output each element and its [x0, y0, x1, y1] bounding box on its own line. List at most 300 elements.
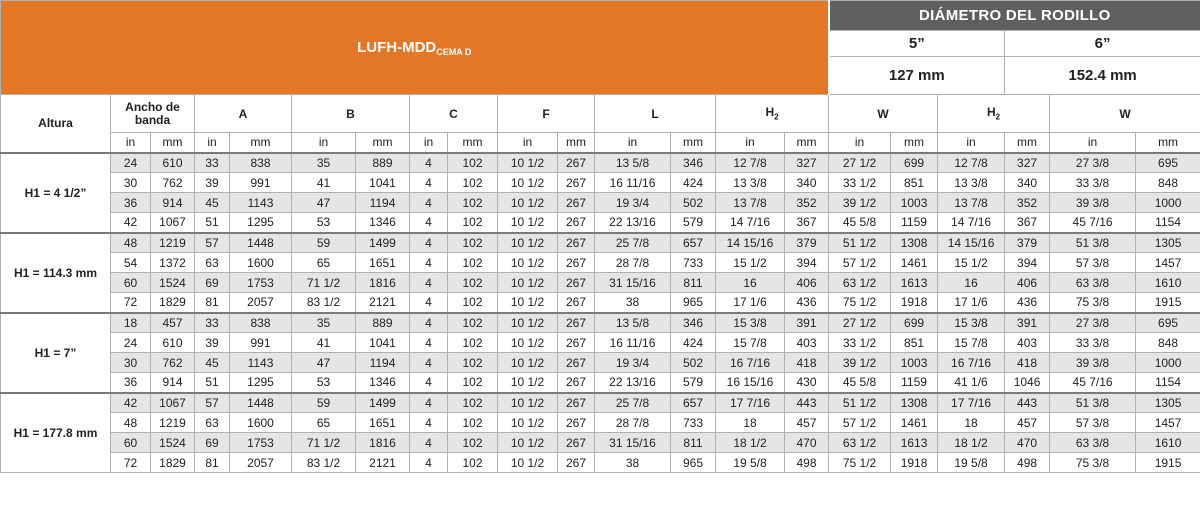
table-cell: 57 — [195, 233, 230, 253]
table-cell: 48 — [111, 233, 151, 253]
table-cell: 1067 — [151, 213, 195, 233]
table-cell: 851 — [891, 333, 938, 353]
table-cell: 1651 — [356, 413, 410, 433]
table-cell: 340 — [785, 173, 829, 193]
table-cell: 1461 — [891, 413, 938, 433]
col-w-6in: W — [1050, 95, 1200, 133]
table-row — [1, 333, 1200, 353]
table-cell: 1651 — [356, 253, 410, 273]
table-row — [1, 193, 1200, 213]
unit-in: in — [111, 133, 151, 153]
table-cell: 889 — [356, 153, 410, 173]
table-cell: 379 — [1005, 233, 1050, 253]
table-cell: 59 — [292, 233, 356, 253]
table-cell: 1308 — [891, 233, 938, 253]
table-cell: 69 — [195, 433, 230, 453]
table-cell: 18 1/2 — [938, 433, 1005, 453]
table-cell: 327 — [785, 153, 829, 173]
table-cell: 102 — [448, 173, 498, 193]
table-cell: 57 3/8 — [1050, 253, 1136, 273]
table-cell: 10 1/2 — [498, 233, 558, 253]
table-cell: 51 1/2 — [829, 233, 891, 253]
table-cell: 15 1/2 — [716, 253, 785, 273]
table-cell: 4 — [410, 413, 448, 433]
table-cell: 1753 — [230, 273, 292, 293]
table-cell: 102 — [448, 333, 498, 353]
table-cell: 1003 — [891, 193, 938, 213]
table-cell: 657 — [671, 393, 716, 413]
table-cell: 1346 — [356, 373, 410, 393]
unit-in: in — [829, 133, 891, 153]
table-cell: 14 15/16 — [716, 233, 785, 253]
table-cell: 45 — [195, 193, 230, 213]
table-cell: 4 — [410, 393, 448, 413]
table-cell: 102 — [448, 233, 498, 253]
table-cell: 41 — [292, 333, 356, 353]
table-cell: 1154 — [1136, 373, 1200, 393]
table-row — [1, 433, 1200, 453]
table-cell: 457 — [151, 313, 195, 333]
table-cell: 1524 — [151, 433, 195, 453]
table-cell: 63 1/2 — [829, 273, 891, 293]
table-cell: 39 — [195, 173, 230, 193]
table-cell: 430 — [785, 373, 829, 393]
table-cell: 470 — [785, 433, 829, 453]
table-cell: 41 1/6 — [938, 373, 1005, 393]
table-cell: 59 — [292, 393, 356, 413]
table-cell: 1753 — [230, 433, 292, 453]
table-cell: 457 — [785, 413, 829, 433]
table-cell: 367 — [1005, 213, 1050, 233]
table-cell: 403 — [1005, 333, 1050, 353]
height-group-label: H1 = 177.8 mm — [1, 393, 111, 473]
table-cell: 75 3/8 — [1050, 453, 1136, 473]
table-cell: 10 1/2 — [498, 253, 558, 273]
table-cell: 1915 — [1136, 293, 1200, 313]
unit-mm: mm — [785, 133, 829, 153]
table-cell: 610 — [151, 153, 195, 173]
table-cell: 15 7/8 — [938, 333, 1005, 353]
table-cell: 42 — [111, 393, 151, 413]
table-cell: 19 3/4 — [595, 353, 671, 373]
unit-in: in — [938, 133, 1005, 153]
table-cell: 848 — [1136, 173, 1200, 193]
unit-mm: mm — [151, 133, 195, 153]
table-title: LUFH-$MDD_{CEMA D}$ — [1, 1, 829, 95]
table-cell: 54 — [111, 253, 151, 273]
table-cell: 4 — [410, 313, 448, 333]
table-cell: 25 7/8 — [595, 393, 671, 413]
table-cell: 1346 — [356, 213, 410, 233]
table-cell: 367 — [785, 213, 829, 233]
table-cell: 30 — [111, 353, 151, 373]
table-cell: 4 — [410, 193, 448, 213]
table-cell: 10 1/2 — [498, 333, 558, 353]
table-cell: 102 — [448, 453, 498, 473]
table-cell: 16 15/16 — [716, 373, 785, 393]
table-cell: 63 3/8 — [1050, 433, 1136, 453]
unit-mm: mm — [671, 133, 716, 153]
table-row — [1, 293, 1200, 313]
table-cell: 57 1/2 — [829, 253, 891, 273]
table-row — [1, 313, 1200, 333]
table-cell: 17 7/16 — [938, 393, 1005, 413]
table-cell: 1829 — [151, 293, 195, 313]
table-cell: 102 — [448, 273, 498, 293]
table-row — [1, 373, 1200, 393]
table-cell: 914 — [151, 193, 195, 213]
table-cell: 436 — [785, 293, 829, 313]
col-ancho-de-banda: Ancho de banda — [111, 95, 195, 133]
table-cell: 267 — [558, 293, 595, 313]
table-cell: 13 5/8 — [595, 153, 671, 173]
table-cell: 4 — [410, 373, 448, 393]
table-cell: 1194 — [356, 193, 410, 213]
table-cell: 1154 — [1136, 213, 1200, 233]
table-cell: 24 — [111, 333, 151, 353]
table-cell: 10 1/2 — [498, 433, 558, 453]
table-cell: 18 — [716, 413, 785, 433]
table-cell: 51 — [195, 373, 230, 393]
table-cell: 838 — [230, 153, 292, 173]
table-cell: 51 3/8 — [1050, 393, 1136, 413]
col-l: L — [595, 95, 716, 133]
unit-in: in — [1050, 133, 1136, 153]
table-cell: 1308 — [891, 393, 938, 413]
table-cell: 811 — [671, 433, 716, 453]
table-cell: 14 15/16 — [938, 233, 1005, 253]
table-cell: 1219 — [151, 233, 195, 253]
table-cell: 733 — [671, 413, 716, 433]
table-cell: 33 — [195, 153, 230, 173]
table-cell: 10 1/2 — [498, 193, 558, 213]
table-cell: 102 — [448, 293, 498, 313]
table-cell: 267 — [558, 233, 595, 253]
table-cell: 1524 — [151, 273, 195, 293]
table-cell: 4 — [410, 433, 448, 453]
table-cell: 45 5/8 — [829, 373, 891, 393]
table-cell: 12 7/8 — [716, 153, 785, 173]
table-cell: 610 — [151, 333, 195, 353]
table-cell: 391 — [1005, 313, 1050, 333]
col-altura: Altura — [1, 95, 111, 153]
table-cell: 17 7/16 — [716, 393, 785, 413]
table-cell: 15 1/2 — [938, 253, 1005, 273]
table-cell: 33 3/8 — [1050, 173, 1136, 193]
table-cell: 267 — [558, 453, 595, 473]
unit-in: in — [292, 133, 356, 153]
table-cell: 340 — [1005, 173, 1050, 193]
table-cell: 1829 — [151, 453, 195, 473]
table-cell: 35 — [292, 313, 356, 333]
table-cell: 38 — [595, 453, 671, 473]
table-cell: 57 3/8 — [1050, 413, 1136, 433]
table-cell: 27 3/8 — [1050, 153, 1136, 173]
table-cell: 22 13/16 — [595, 213, 671, 233]
table-cell: 2057 — [230, 293, 292, 313]
table-cell: 1499 — [356, 393, 410, 413]
table-row — [1, 253, 1200, 273]
table-cell: 63 3/8 — [1050, 273, 1136, 293]
col-h2-5in: $H_2$ — [716, 95, 829, 133]
table-cell: 102 — [448, 313, 498, 333]
table-cell: 1046 — [1005, 373, 1050, 393]
table-cell: 75 1/2 — [829, 453, 891, 473]
table-cell: 1159 — [891, 213, 938, 233]
unit-mm: mm — [230, 133, 292, 153]
table-cell: 48 — [111, 413, 151, 433]
table-cell: 394 — [1005, 253, 1050, 273]
table-cell: 16 7/16 — [716, 353, 785, 373]
unit-row — [1, 133, 1200, 153]
col-h2-6in: $H_2$ — [938, 95, 1050, 133]
table-cell: 1305 — [1136, 233, 1200, 253]
table-cell: 10 1/2 — [498, 413, 558, 433]
table-cell: 267 — [558, 213, 595, 233]
table-cell: 102 — [448, 353, 498, 373]
table-cell: 502 — [671, 353, 716, 373]
table-cell: 15 3/8 — [938, 313, 1005, 333]
table-row — [1, 213, 1200, 233]
table-cell: 22 13/16 — [595, 373, 671, 393]
table-cell: 10 1/2 — [498, 213, 558, 233]
height-group-label: H1 = 114.3 mm — [1, 233, 111, 313]
table-cell: 657 — [671, 233, 716, 253]
table-cell: 28 7/8 — [595, 413, 671, 433]
table-cell: 18 — [938, 413, 1005, 433]
table-cell: 1600 — [230, 253, 292, 273]
unit-mm: mm — [891, 133, 938, 153]
table-cell: 33 1/2 — [829, 173, 891, 193]
unit-mm: mm — [448, 133, 498, 153]
table-cell: 16 11/16 — [595, 333, 671, 353]
unit-in: in — [195, 133, 230, 153]
table-cell: 15 3/8 — [716, 313, 785, 333]
table-cell: 1816 — [356, 273, 410, 293]
table-cell: 699 — [891, 153, 938, 173]
table-cell: 45 5/8 — [829, 213, 891, 233]
table-cell: 102 — [448, 153, 498, 173]
table-cell: 102 — [448, 253, 498, 273]
table-cell: 1067 — [151, 393, 195, 413]
table-cell: 33 — [195, 313, 230, 333]
table-cell: 4 — [410, 453, 448, 473]
table-row — [1, 153, 1200, 173]
table-cell: 394 — [785, 253, 829, 273]
table-cell: 443 — [1005, 393, 1050, 413]
table-cell: 10 1/2 — [498, 393, 558, 413]
height-group-label: H1 = 4 1/2” — [1, 153, 111, 233]
table-cell: 102 — [448, 433, 498, 453]
diameter-5-in: 5” — [829, 31, 1005, 57]
table-cell: 327 — [1005, 153, 1050, 173]
table-cell: 4 — [410, 233, 448, 253]
table-cell: 352 — [785, 193, 829, 213]
table-cell: 31 15/16 — [595, 273, 671, 293]
table-cell: 18 1/2 — [716, 433, 785, 453]
table-cell: 1918 — [891, 453, 938, 473]
table-cell: 81 — [195, 453, 230, 473]
table-cell: 914 — [151, 373, 195, 393]
table-cell: 4 — [410, 253, 448, 273]
table-cell: 10 1/2 — [498, 153, 558, 173]
table-cell: 102 — [448, 393, 498, 413]
table-cell: 2121 — [356, 453, 410, 473]
table-cell: 762 — [151, 173, 195, 193]
table-cell: 4 — [410, 333, 448, 353]
table-cell: 63 — [195, 253, 230, 273]
table-row — [1, 453, 1200, 473]
table-cell: 1003 — [891, 353, 938, 373]
table-cell: 10 1/2 — [498, 453, 558, 473]
table-cell: 424 — [671, 333, 716, 353]
table-cell: 69 — [195, 273, 230, 293]
table-row — [1, 393, 1200, 413]
table-cell: 1295 — [230, 213, 292, 233]
table-cell: 1457 — [1136, 413, 1200, 433]
col-w-5in: W — [829, 95, 938, 133]
table-row — [1, 353, 1200, 373]
table-cell: 1143 — [230, 353, 292, 373]
table-cell: 35 — [292, 153, 356, 173]
table-cell: 19 5/8 — [716, 453, 785, 473]
col-f: F — [498, 95, 595, 133]
table-cell: 502 — [671, 193, 716, 213]
table-cell: 19 3/4 — [595, 193, 671, 213]
table-cell: 267 — [558, 413, 595, 433]
table-cell: 14 7/16 — [938, 213, 1005, 233]
table-cell: 443 — [785, 393, 829, 413]
table-cell: 889 — [356, 313, 410, 333]
table-cell: 45 7/16 — [1050, 213, 1136, 233]
table-cell: 31 15/16 — [595, 433, 671, 453]
table-cell: 53 — [292, 213, 356, 233]
table-cell: 53 — [292, 373, 356, 393]
table-cell: 102 — [448, 193, 498, 213]
table-cell: 10 1/2 — [498, 313, 558, 333]
table-cell: 1448 — [230, 233, 292, 253]
table-cell: 470 — [1005, 433, 1050, 453]
table-cell: 33 1/2 — [829, 333, 891, 353]
table-cell: 1159 — [891, 373, 938, 393]
diameter-6-in: 6” — [1005, 31, 1200, 57]
table-cell: 63 1/2 — [829, 433, 891, 453]
table-cell: 39 1/2 — [829, 193, 891, 213]
table-row — [1, 413, 1200, 433]
unit-mm: mm — [558, 133, 595, 153]
table-cell: 267 — [558, 273, 595, 293]
table-cell: 838 — [230, 313, 292, 333]
table-cell: 418 — [1005, 353, 1050, 373]
table-cell: 267 — [558, 153, 595, 173]
table-cell: 579 — [671, 213, 716, 233]
table-cell: 267 — [558, 253, 595, 273]
table-cell: 498 — [785, 453, 829, 473]
table-cell: 102 — [448, 413, 498, 433]
table-cell: 695 — [1136, 313, 1200, 333]
table-cell: 45 7/16 — [1050, 373, 1136, 393]
table-cell: 1457 — [1136, 253, 1200, 273]
table-cell: 267 — [558, 173, 595, 193]
unit-in: in — [595, 133, 671, 153]
table-cell: 267 — [558, 373, 595, 393]
table-cell: 10 1/2 — [498, 173, 558, 193]
table-cell: 1610 — [1136, 273, 1200, 293]
table-cell: 60 — [111, 273, 151, 293]
table-cell: 1000 — [1136, 193, 1200, 213]
table-cell: 36 — [111, 193, 151, 213]
table-cell: 4 — [410, 173, 448, 193]
table-cell: 57 1/2 — [829, 413, 891, 433]
table-cell: 1305 — [1136, 393, 1200, 413]
table-cell: 13 7/8 — [938, 193, 1005, 213]
table-cell: 81 — [195, 293, 230, 313]
table-cell: 75 3/8 — [1050, 293, 1136, 313]
table-cell: 965 — [671, 453, 716, 473]
table-cell: 1613 — [891, 273, 938, 293]
table-cell: 83 1/2 — [292, 293, 356, 313]
table-cell: 10 1/2 — [498, 353, 558, 373]
table-cell: 39 1/2 — [829, 353, 891, 373]
table-cell: 1448 — [230, 393, 292, 413]
table-cell: 51 3/8 — [1050, 233, 1136, 253]
table-cell: 1600 — [230, 413, 292, 433]
table-cell: 41 — [292, 173, 356, 193]
unit-mm: mm — [1005, 133, 1050, 153]
table-cell: 579 — [671, 373, 716, 393]
table-cell: 51 — [195, 213, 230, 233]
table-cell: 406 — [785, 273, 829, 293]
table-cell: 10 1/2 — [498, 273, 558, 293]
table-cell: 851 — [891, 173, 938, 193]
table-cell: 17 1/6 — [938, 293, 1005, 313]
table-cell: 60 — [111, 433, 151, 453]
table-cell: 65 — [292, 413, 356, 433]
table-cell: 1461 — [891, 253, 938, 273]
table-cell: 16 11/16 — [595, 173, 671, 193]
table-cell: 498 — [1005, 453, 1050, 473]
table-cell: 1295 — [230, 373, 292, 393]
col-c: C — [410, 95, 498, 133]
unit-in: in — [716, 133, 785, 153]
table-cell: 267 — [558, 433, 595, 453]
table-cell: 83 1/2 — [292, 453, 356, 473]
table-cell: 267 — [558, 313, 595, 333]
table-cell: 406 — [1005, 273, 1050, 293]
table-cell: 17 1/6 — [716, 293, 785, 313]
table-cell: 25 7/8 — [595, 233, 671, 253]
col-a: A — [195, 95, 292, 133]
roller-diameter-header: DIÁMETRO DEL RODILLO — [829, 1, 1200, 31]
table-cell: 12 7/8 — [938, 153, 1005, 173]
table-cell: 762 — [151, 353, 195, 373]
table-cell: 1915 — [1136, 453, 1200, 473]
table-cell: 45 — [195, 353, 230, 373]
table-cell: 811 — [671, 273, 716, 293]
table-cell: 71 1/2 — [292, 433, 356, 453]
table-cell: 13 3/8 — [716, 173, 785, 193]
table-cell: 352 — [1005, 193, 1050, 213]
table-cell: 13 7/8 — [716, 193, 785, 213]
table-cell: 379 — [785, 233, 829, 253]
table-row — [1, 233, 1200, 253]
table-cell: 391 — [785, 313, 829, 333]
diameter-6-mm: 152.4 mm — [1005, 57, 1200, 95]
table-row — [1, 273, 1200, 293]
table-cell: 27 3/8 — [1050, 313, 1136, 333]
table-cell: 63 — [195, 413, 230, 433]
table-cell: 346 — [671, 313, 716, 333]
